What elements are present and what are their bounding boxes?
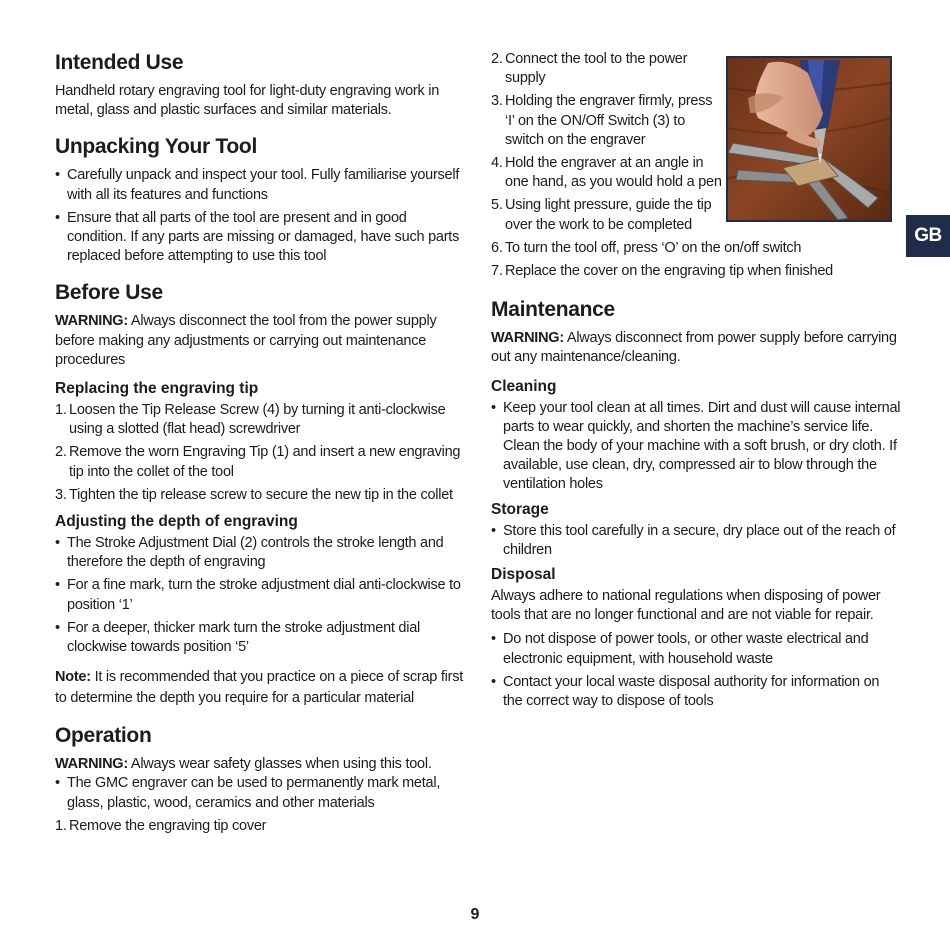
warning-text: Always disconnect from power supply before carrying out any maintenance/cleaning.	[491, 330, 897, 366]
cleaning-list	[491, 399, 901, 495]
list-item-text: Hold the engraver at an angle in one hand, as you would hold a pen	[505, 155, 722, 191]
unpacking-heading: Unpacking Your Tool	[55, 135, 257, 159]
list-item-text: Connect the tool to the power supply	[505, 51, 688, 87]
list-item-text: For a fine mark, turn the stroke adjustment dial anti-clockwise to position ‘1’	[67, 577, 461, 613]
warning-text: Always disconnect the tool from the power supply before making any adjustments or carrying out maintenance procedures	[55, 313, 437, 368]
list-item: • Contact your local waste disposal authority for information on the correct way to dispose of tools	[491, 673, 880, 710]
list-item: 3. Holding the engraver firmly, press ‘I’ on the ON/Off Switch (3) to switch on the engraver	[491, 93, 713, 148]
note-label: Note:	[55, 669, 91, 686]
list-item: • Ensure that all parts of the tool are present and in good condition. If any parts are missing or damaged, have such parts replaced before attempting to use this tool	[55, 209, 460, 265]
left-column	[55, 50, 465, 850]
list-item-text: Store this tool carefully in a secure, dry place out of the reach of children	[503, 522, 896, 558]
list-item: • The GMC engraver can be used to permanently mark metal, glass, plastic, wood, ceramics and other materials	[55, 775, 441, 811]
unpacking-list	[55, 166, 465, 266]
disposal-text: Always adhere to national regulations when disposing of power tools that are no longer functional and are not viable for repair.	[491, 588, 881, 624]
list-item: 4. Hold the engraver at an angle in one hand, as you would hold a pen	[491, 155, 722, 191]
storage-heading: Storage	[491, 500, 549, 518]
page-number: 9	[470, 906, 480, 923]
list-item: • Keep your tool clean at all times. Dirt and dust will cause internal parts to wear quickly, and shorten the machine’s service life. Clean the body of your machine with a soft brush, or dry cloth. If available, use clean, dry, compressed air to blow through the ventilation holes	[491, 399, 901, 493]
maintenance-heading: Maintenance	[491, 298, 615, 322]
warning-text: Always wear safety glasses when using this tool.	[130, 756, 432, 773]
list-item-text: Loosen the Tip Release Screw (4) by turning it anti-clockwise using a slotted (flat head) screwdriver	[69, 402, 446, 438]
list-item: 6. To turn the tool off, press ‘O’ on the on/off switch	[491, 239, 802, 256]
warning-label: WARNING:	[55, 756, 128, 773]
warning-label: WARNING:	[55, 313, 128, 330]
maintenance-section	[491, 297, 901, 711]
list-item-text: Replace the cover on the engraving tip when finished	[505, 263, 833, 280]
list-item: 2. Connect the tool to the power supply	[491, 51, 688, 87]
operation-heading: Operation	[55, 724, 152, 748]
list-item-text: Keep your tool clean at all times. Dirt and dust will cause internal parts to wear quickly, and shorten the machine’s service life. Clean the body of your machine with a soft brush, or dry cloth. If available, use clean, dry, compressed air to blow through the ventilation holes	[503, 399, 901, 493]
engraver-photo	[726, 56, 892, 222]
list-item-text: Using light pressure, guide the tip over the work to be completed	[505, 197, 712, 233]
adjusting-depth-heading: Adjusting the depth of engraving	[55, 513, 298, 531]
list-item: • Do not dispose of power tools, or other waste electrical and electronic equipment, with household waste	[491, 631, 869, 667]
disposal-heading: Disposal	[491, 566, 556, 584]
list-item-text: To turn the tool off, press ‘O’ on the on/off switch	[505, 239, 802, 256]
intended-use-section	[55, 50, 465, 120]
replacing-tip-heading: Replacing the engraving tip	[55, 380, 259, 398]
before-use-section	[55, 280, 465, 709]
maintenance-warning	[491, 329, 901, 367]
list-item-text: Contact your local waste disposal authority for information on the correct way to dispose of tools	[503, 673, 880, 710]
list-item-text: Holding the engraver firmly, press ‘I’ on the ON/Off Switch (3) to switch on the engraver	[505, 93, 713, 148]
before-use-heading: Before Use	[55, 281, 163, 305]
list-item: • For a fine mark, turn the stroke adjustment dial anti-clockwise to position ‘1’	[55, 577, 461, 613]
list-item: 2. Remove the worn Engraving Tip (1) and insert a new engraving tip into the collet of the tool	[55, 444, 461, 480]
disposal-list	[491, 630, 901, 711]
list-item: 7. Replace the cover on the engraving tip when finished	[491, 263, 833, 280]
list-item-text: Remove the worn Engraving Tip (1) and insert a new engraving tip into the collet of the tool	[69, 444, 461, 480]
list-item-text: The Stroke Adjustment Dial (2) controls the stroke length and therefore the depth of engraving	[67, 535, 444, 571]
operation-warning	[55, 755, 465, 774]
note-text	[55, 667, 465, 709]
list-item-text: Ensure that all parts of the tool are present and in good condition. If any parts are missing or damaged, have such parts replaced before attempting to use this tool	[67, 209, 460, 265]
operation-list	[55, 774, 465, 812]
list-item-text: Carefully unpack and inspect your tool. Fully familiarise yourself with all its features and functions	[67, 167, 460, 203]
intended-use-text: Handheld rotary engraving tool for light-duty engraving work in metal, glass and plastic surfaces and similar materials.	[55, 83, 440, 119]
list-item-text: Tighten the tip release screw to secure the new tip in the collet	[69, 486, 453, 503]
unpacking-section	[55, 134, 465, 266]
list-item: • Carefully unpack and inspect your tool. Fully familiarise yourself with all its features and functions	[55, 167, 460, 203]
adjusting-depth-list	[55, 534, 465, 657]
warning-label: WARNING:	[491, 330, 564, 347]
replacing-tip-steps	[55, 401, 465, 505]
intended-use-heading: Intended Use	[55, 51, 184, 74]
language-tab-gb: GB	[906, 215, 950, 257]
note-body: It is recommended that you practice on a piece of scrap first to determine the depth you require for a particular material	[55, 669, 463, 707]
before-use-warning	[55, 312, 465, 370]
list-item: 3. Tighten the tip release screw to secure the new tip in the collet	[55, 486, 453, 503]
list-item: 5. Using light pressure, guide the tip over the work to be completed	[491, 197, 712, 233]
list-item: • The Stroke Adjustment Dial (2) controls the stroke length and therefore the depth of engraving	[55, 535, 444, 571]
operation-section	[55, 723, 465, 836]
operation-steps	[55, 817, 465, 836]
list-item-text: For a deeper, thicker mark turn the stroke adjustment dial clockwise towards position ‘5’	[67, 619, 421, 656]
list-item: 1. Remove the engraving tip cover	[55, 817, 267, 834]
list-item: 1. Loosen the Tip Release Screw (4) by turning it anti-clockwise using a slotted (flat head) screwdriver	[55, 402, 446, 438]
list-item-text: Do not dispose of power tools, or other waste electrical and electronic equipment, with household waste	[503, 631, 869, 667]
list-item-text: Remove the engraving tip cover	[69, 817, 267, 834]
list-item: • Store this tool carefully in a secure, dry place out of the reach of children	[491, 522, 896, 558]
storage-list	[491, 522, 901, 560]
list-item-text: The GMC engraver can be used to permanently mark metal, glass, plastic, wood, ceramics and other materials	[67, 775, 441, 811]
cleaning-heading: Cleaning	[491, 377, 557, 395]
list-item: • For a deeper, thicker mark turn the stroke adjustment dial clockwise towards position ‘5’	[55, 619, 421, 656]
